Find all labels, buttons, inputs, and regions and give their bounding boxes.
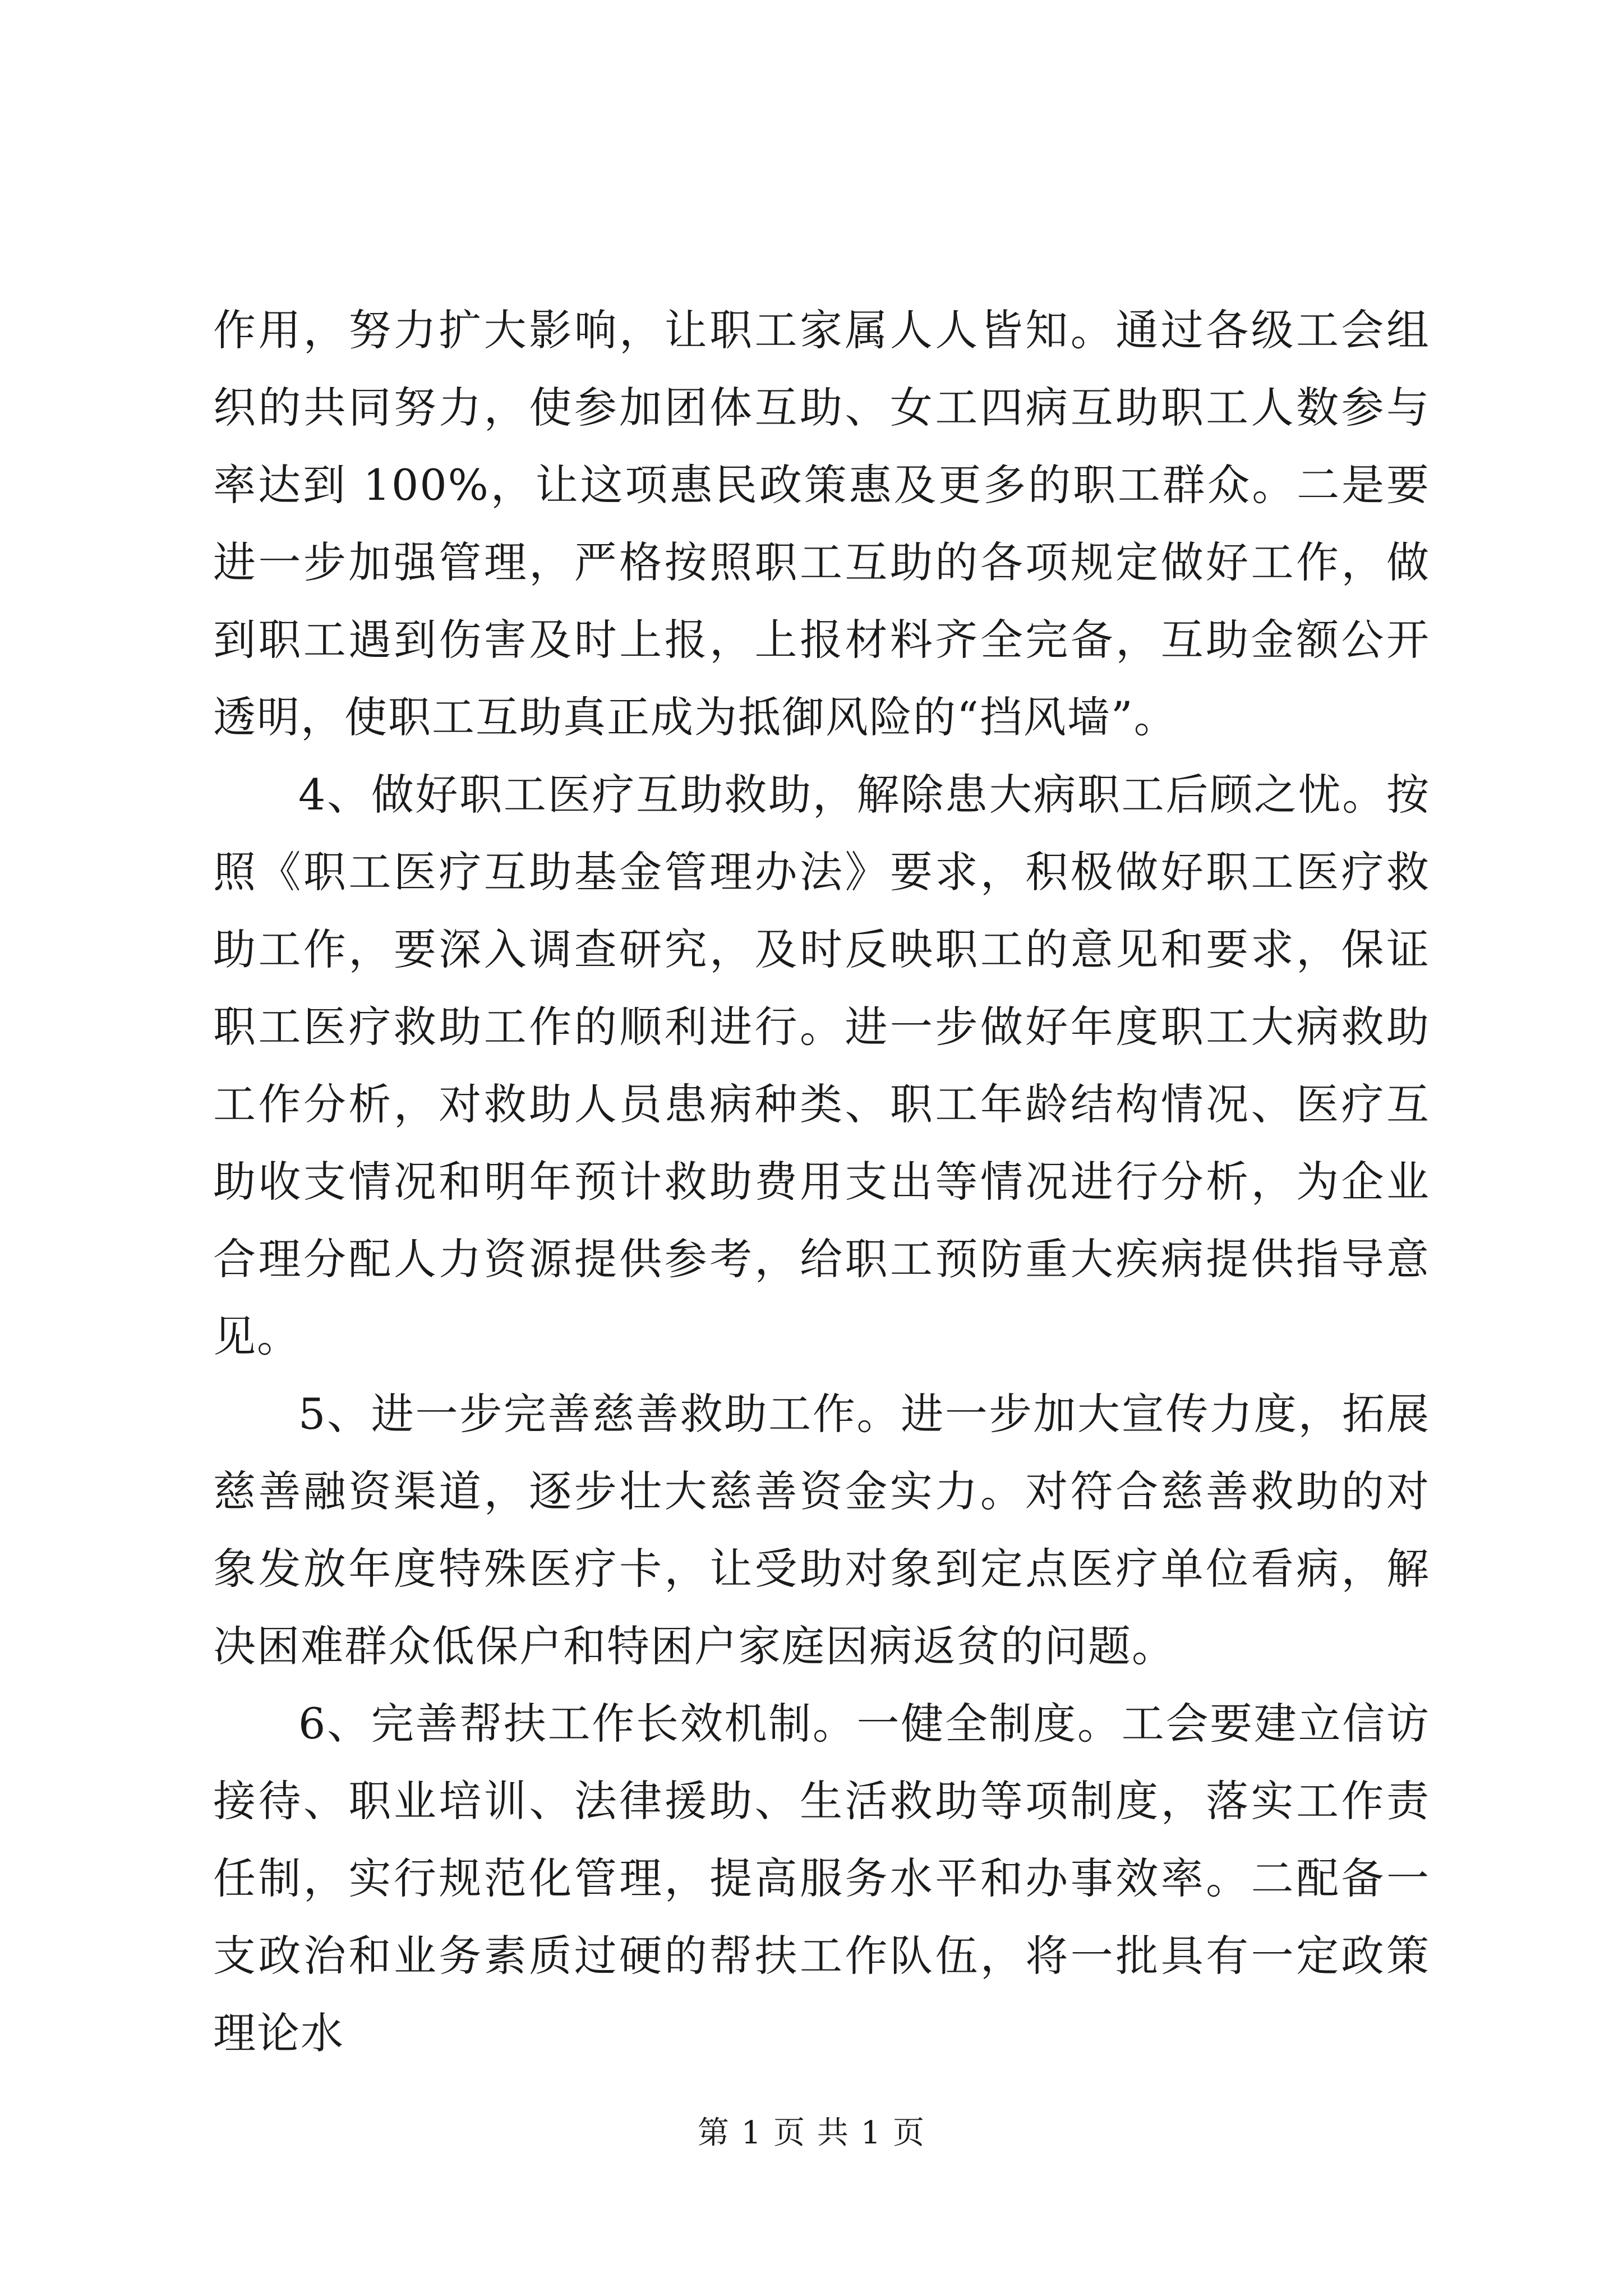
paragraph-medical-aid: 4、做好职工医疗互助救助，解除患大病职工后顾之忧。按照《职工医疗互助基金管理办法》要求，积极做好职工医疗救助工作，要深入调查研究，及时反映职工的意见和要求，保证职工医疗救助工作的顺利进行。进一步做好年度职工大病救助工作分析，对救助人员患病种类、职工年龄结构情况、医疗互助收支情况和明年预计救助费用支出等情况进行分析，为企业合理分配人力资源提供参考，给职工预防重大疾病提供指导意见。 xyxy=(213,770,1430,1361)
page-footer: 第 1 页 共 1 页 xyxy=(697,2115,926,2151)
paragraph-mutual-aid-continued: 作用，努力扩大影响，让职工家属人人皆知。通过各级工会组织的共同努力，使参加团体互助、女工四病互助职工人数参与率达到 100%，让这项惠民政策惠及更多的职工群众。二是要进一步加强管理，严格按照职工互助的各项规定做好工作，做到职工遇到伤害及时上报，上报材料齐全完备，互助金额公开透明，使职工互助真正成为抵御风险的“挡风墙”。 xyxy=(213,305,1430,742)
document-body xyxy=(213,292,1430,2072)
paragraph-charity-aid: 5、进一步完善慈善救助工作。进一步加大宣传力度，拓展慈善融资渠道，逐步壮大慈善资金实力。对符合慈善救助的对象发放年度特殊医疗卡，让受助对象到定点医疗单位看病，解决困难群众低保户和特困户家庭因病返贫的问题。 xyxy=(213,1389,1430,1671)
paragraph-long-term-mechanism: 6、完善帮扶工作长效机制。一健全制度。工会要建立信访接待、职业培训、法律援助、生活救助等项制度，落实工作责任制，实行规范化管理，提高服务水平和办事效率。二配备一支政治和业务素质过硬的帮扶工作队伍，将一批具有一定政策理论水 xyxy=(213,1699,1430,2058)
